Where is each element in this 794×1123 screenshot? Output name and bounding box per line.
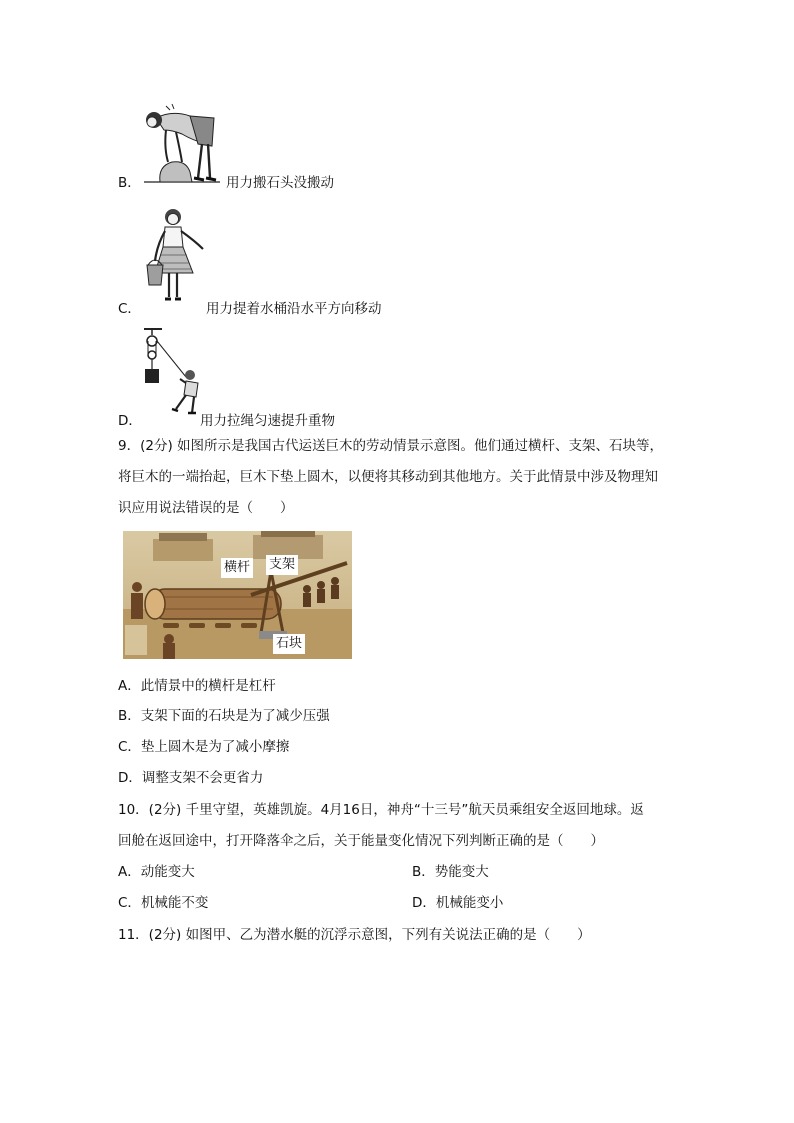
option-letter: B． (412, 864, 435, 880)
option-letter: A． (118, 864, 141, 880)
q11-stem-line-1: 11．(2分) 如图甲、乙为潜水艇的沉浮示意图，下列有关说法正确的是（ ） (118, 927, 591, 943)
q10-stem-line-1: 10．(2分) 千里守望，英雄凯旋。4月16日，神舟“十三号”航天员乘组安全返回地球。返 (118, 802, 644, 818)
q8-option-b-figure (142, 100, 222, 184)
q8-option-b[interactable] (118, 173, 141, 193)
option-text: 动能变大 (140, 864, 195, 880)
q9-stem-line-3: 识应用说法错误的是（ ） (118, 500, 294, 516)
q9-stem-line-2: 将巨木的一端抬起，巨木下垫上圆木，以便将其移动到其他地方。关于此情景中涉及物理知 (118, 469, 658, 485)
option-text: 机械能变小 (435, 895, 504, 911)
q9-label-support: 支架 (266, 555, 298, 575)
q10-option-b[interactable] (412, 862, 489, 882)
q10-option-d[interactable] (412, 893, 503, 913)
q8-option-c[interactable] (118, 299, 141, 319)
option-letter: A． (118, 678, 141, 694)
option-letter: D． (118, 770, 142, 786)
q10-option-a[interactable] (118, 862, 195, 882)
q9-option-a[interactable] (118, 676, 276, 696)
q10-option-c[interactable] (118, 893, 208, 913)
option-letter: B． (118, 708, 141, 724)
q9-option-d[interactable] (118, 768, 263, 788)
option-text: 势能变大 (434, 864, 489, 880)
q8-option-d-figure (140, 325, 208, 415)
option-text: 此情景中的横杆是杠杆 (140, 678, 276, 694)
q9-illustration (123, 531, 352, 659)
q9-stem-line-1: 9．(2分) 如图所示是我国古代运送巨木的劳动情景示意图。他们通过横杆、支架、石块等， (118, 438, 664, 454)
option-letter: B． (118, 175, 141, 191)
q10-stem-line-2: 回舱在返回途中，打开降落伞之后，关于能量变化情况下列判断正确的是（ ） (118, 833, 604, 849)
option-letter: D． (412, 895, 436, 911)
q8-option-d-text: 用力拉绳匀速提升重物 (200, 413, 335, 429)
option-letter: C． (118, 301, 141, 317)
q9-label-lever: 横杆 (221, 558, 253, 578)
q9-option-b[interactable] (118, 706, 330, 726)
option-text: 垫上圆木是为了减小摩擦 (140, 739, 290, 755)
option-letter: C． (118, 739, 141, 755)
q8-option-d[interactable] (118, 411, 142, 431)
option-text: 支架下面的石块是为了减少压强 (140, 708, 330, 724)
q9-label-stone: 石块 (273, 634, 305, 654)
option-letter: D． (118, 413, 142, 429)
q9-option-c[interactable] (118, 737, 289, 757)
q8-option-c-figure (143, 205, 209, 305)
q8-option-c-text: 用力提着水桶沿水平方向移动 (206, 301, 382, 317)
option-text: 调整支架不会更省力 (141, 770, 264, 786)
option-text: 机械能不变 (140, 895, 209, 911)
option-letter: C． (118, 895, 141, 911)
q8-option-b-text: 用力搬石头没搬动 (226, 175, 334, 191)
